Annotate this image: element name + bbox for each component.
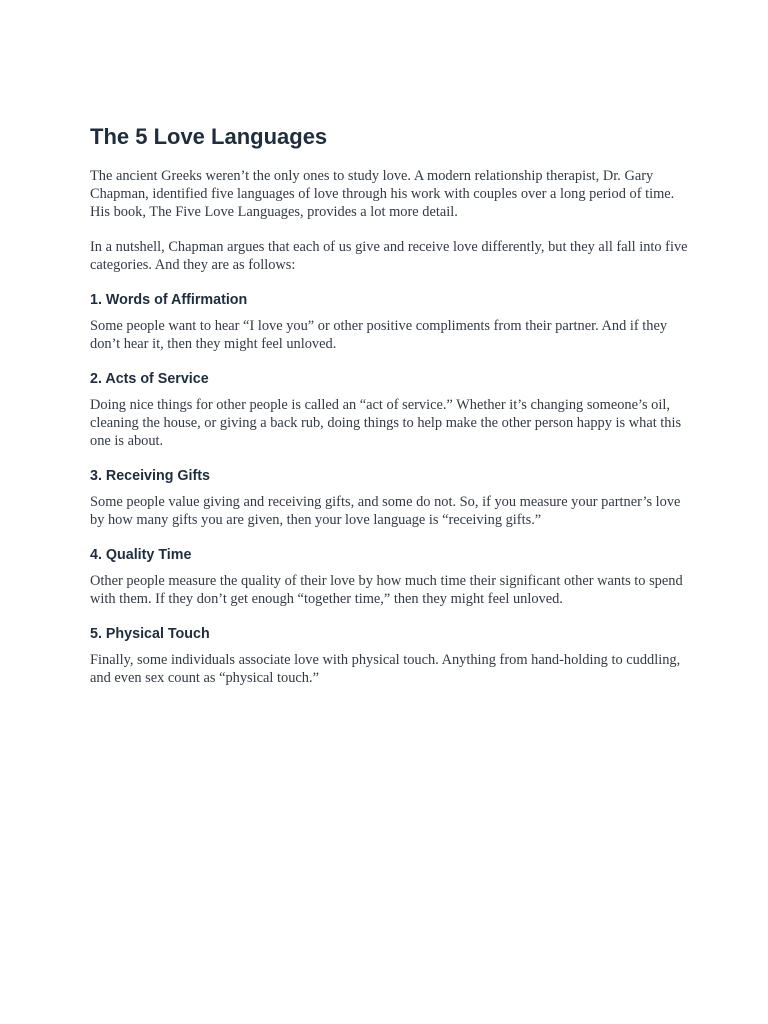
section-heading-physical-touch: 5. Physical Touch (90, 626, 210, 642)
section-body-acts-of-service: Doing nice things for other people is called an “act of service.” Whether it’s changing someone’s oil, cleaning the house, or giving a back rub, doing things to help make the other person happy is what this one is about. (90, 397, 682, 449)
section-body-receiving-gifts: Some people value giving and receiving gifts, and some do not. So, if you measure your partner’s love by how many gifts you are given, then your love language is “receiving gifts.” (90, 494, 681, 528)
section-body-quality-time: Other people measure the quality of their love by how much time their significant other wants to spend with them. If they don’t get enough “together time,” then they might feel unloved. (90, 573, 683, 607)
page-title: The 5 Love Languages (90, 124, 328, 149)
intro-paragraph-2: In a nutshell, Chapman argues that each of us give and receive love differently, but they all fall into five categories. And they are as follows: (90, 239, 688, 273)
section-heading-receiving-gifts: 3. Receiving Gifts (90, 468, 210, 484)
section-body-physical-touch: Finally, some individuals associate love with physical touch. Anything from hand-holding to cuddling, and even sex count as “physical touch.” (90, 652, 681, 686)
section-heading-quality-time: 4. Quality Time (90, 547, 192, 563)
intro-paragraph-1: The ancient Greeks weren’t the only ones to study love. A modern relationship therapist, Dr. Gary Chapman, identified five languages of love through his work with couples over a long period of time. His book, The Five Love Languages, provides a lot more detail. (90, 168, 675, 220)
section-heading-words-of-affirmation: 1. Words of Affirmation (90, 292, 248, 308)
section-heading-acts-of-service: 2. Acts of Service (90, 371, 209, 387)
section-body-words-of-affirmation: Some people want to hear “I love you” or other positive compliments from their partner. And if they don’t hear it, then they might feel unloved. (90, 318, 668, 352)
document-page (90, 122, 690, 687)
